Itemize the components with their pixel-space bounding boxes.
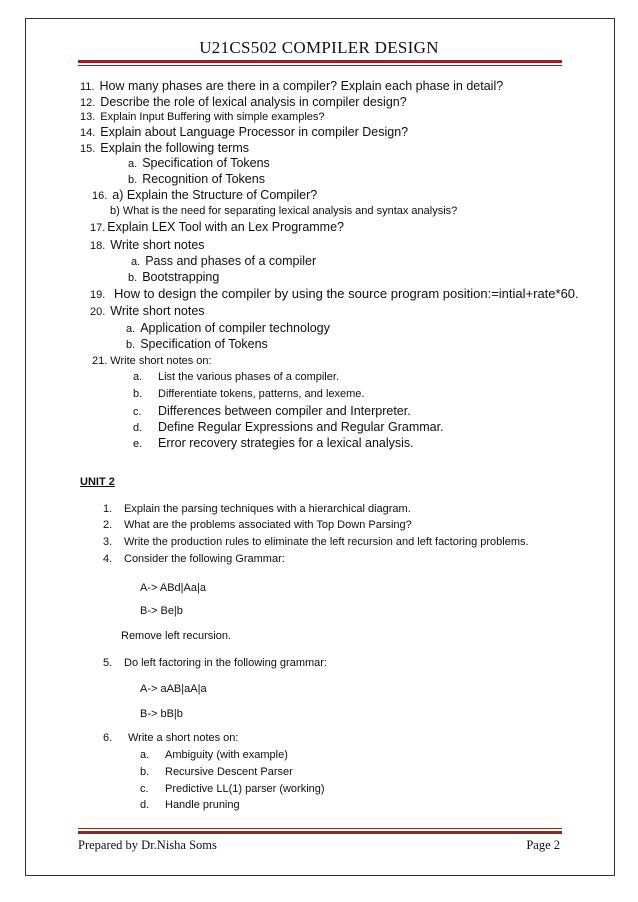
- unit2-item-4: 4. Consider the following Grammar:: [103, 553, 285, 565]
- question-20b: b. Specification of Tokens: [126, 337, 268, 351]
- unit2-item-6c: c. Predictive LL(1) parser (working): [140, 783, 325, 795]
- question-14: 14. Explain about Language Processor in compiler Design?: [80, 125, 409, 139]
- question-13: 13. Explain Input Buffering with simple examples?: [80, 111, 325, 123]
- question-18: 18. Write short notes: [90, 238, 205, 252]
- unit2-item-6: 6. Write a short notes on:: [103, 732, 239, 744]
- question-11: 11. How many phases are there in a compiler? Explain each phase in detail?: [80, 79, 504, 93]
- footer-rule: [78, 831, 562, 834]
- footer-page-number: Page 2: [526, 838, 560, 852]
- question-19: 19. How to design the compiler by using the source program position:=intial+rate*60.: [90, 286, 579, 301]
- grammar-line-b: B-> Be|b: [140, 605, 183, 617]
- unit2-item-6d: d. Handle pruning: [140, 799, 240, 811]
- question-16a: 16. a) Explain the Structure of Compiler?: [92, 188, 318, 202]
- question-16b: b) What is the need for separating lexical analysis and syntax analysis?: [110, 205, 458, 217]
- footer-rule-thin: [78, 828, 562, 829]
- question-18b: b. Bootstrapping: [128, 270, 220, 284]
- unit2-item-6b: b. Recursive Descent Parser: [140, 766, 293, 778]
- question-17: 17. Explain LEX Tool with an Lex Programme?: [90, 220, 344, 234]
- question-15a: a. Specification of Tokens: [128, 156, 270, 170]
- unit2-item-5: 5. Do left factoring in the following grammar:: [103, 657, 327, 669]
- unit2-item-6a: a. Ambiguity (with example): [140, 749, 288, 761]
- question-15b: b. Recognition of Tokens: [128, 172, 265, 186]
- question-20: 20. Write short notes: [90, 304, 205, 318]
- grammar2-line-b: B-> bB|b: [140, 708, 183, 720]
- unit-2-heading: UNIT 2: [80, 476, 115, 488]
- page-title: U21CS502 COMPILER DESIGN: [199, 38, 439, 57]
- question-20a: a. Application of compiler technology: [126, 321, 330, 335]
- question-21c: c. Differences between compiler and Interpreter.: [133, 404, 411, 418]
- question-12: 12. Describe the role of lexical analysis in compiler design?: [80, 95, 407, 109]
- question-15: 15. Explain the following terms: [80, 141, 249, 155]
- question-21a: a. List the various phases of a compiler.: [133, 371, 339, 383]
- question-21b: b. Differentiate tokens, patterns, and lexeme.: [133, 388, 365, 400]
- header-rule: [78, 60, 562, 63]
- unit2-item-2: 2. What are the problems associated with Top Down Parsing?: [103, 519, 412, 531]
- question-18a: a. Pass and phases of a compiler: [131, 254, 317, 268]
- unit2-item-1: 1. Explain the parsing techniques with a hierarchical diagram.: [103, 503, 411, 515]
- grammar2-line-a: A-> aAB|aA|a: [140, 683, 207, 695]
- remove-left-recursion: Remove left recursion.: [121, 630, 232, 642]
- grammar-line-a: A-> ABd|Aa|a: [140, 582, 206, 594]
- question-21: 21. Write short notes on:: [92, 355, 212, 367]
- header-rule-thin: [78, 65, 562, 66]
- question-21d: d. Define Regular Expressions and Regular Grammar.: [133, 420, 444, 434]
- unit2-item-3: 3. Write the production rules to eliminate the left recursion and left factoring problems.: [103, 536, 529, 548]
- footer-author: Prepared by Dr.Nisha Soms: [78, 838, 217, 852]
- question-21e: e. Error recovery strategies for a lexical analysis.: [133, 436, 414, 450]
